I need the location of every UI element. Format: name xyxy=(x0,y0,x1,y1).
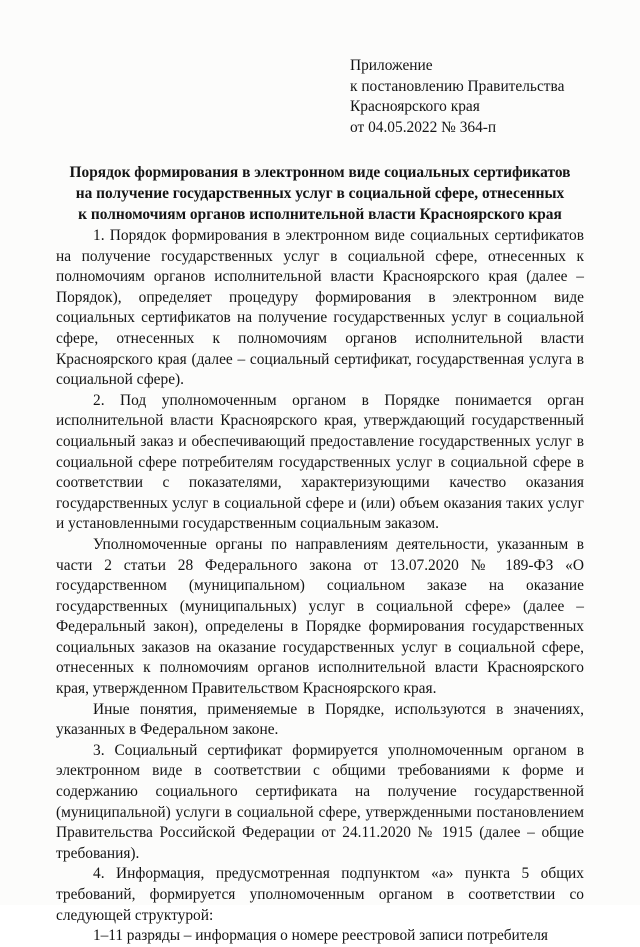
title-line: Порядок формирования в электронном виде социальных сертификатов xyxy=(69,164,571,181)
appendix-line: от 04.05.2022 № 364-п xyxy=(350,118,497,136)
paragraph-5: 3. Социальный сертификат формируется уполномоченным органом в электронном виде в соответствии с общими требованиями к форме и содержанию социального сертификата на получение государственной (муниципальной) услуги в социальной сфере, утвержденными постановлением Правительства Российской Федерации от 24.11.2020 № 1915 (далее – общие требования). xyxy=(56,741,584,862)
appendix-header xyxy=(350,56,610,138)
document-title xyxy=(40,162,600,225)
paragraph-6: 4. Информация, предусмотренная подпунктом «а» пункта 5 общих требований, формируется уполномоченным органом в соответствии со следующей структурой: xyxy=(56,865,584,924)
paragraph-1: 1. Порядок формирования в электронном виде социальных сертификатов на получение государственных услуг в социальной сфере, отнесенных к полномочиям органов исполнительной власти Красноярского края (далее – Порядок), определяет процедуру формирования в электронном виде социальных сертификатов на получение государственных услуг в социальной сфере, отнесенных к полномочиям органов исполнительной власти Красноярского края (далее – социальный сертификат, государственная услуга в социальной сфере). xyxy=(56,227,584,389)
document-body xyxy=(56,226,584,947)
title-line: на получение государственных услуг в социальной сфере, отнесенных xyxy=(75,185,565,202)
appendix-line: к постановлению Правительства xyxy=(350,77,565,95)
appendix-line: Красноярского края xyxy=(350,98,480,115)
paragraph-7: 1–11 разряды – информация о номере реестровой записи потребителя xyxy=(93,927,548,945)
paragraph-4: Иные понятия, применяемые в Порядке, используются в значениях, указанных в Федеральном законе. xyxy=(56,700,584,739)
paragraph-3: Уполномоченные органы по направлениям деятельности, указанным в части 2 статьи 28 Федерального закона от 13.07.2020 № 189-ФЗ «О государственном (муниципальном) социальном заказе на оказание государственных (муниципальных) услуг в социальной сфере» (далее – Федеральный закон), определены в Порядке формирования государственных социальных заказов на оказание государственных услуг в социальной сфере, отнесенных к полномочиям органов исполнительной власти Красноярского края, утвержденном Правительством Красноярского края. xyxy=(56,535,584,698)
paragraph-2: 2. Под уполномоченным органом в Порядке понимается орган исполнительной власти Красноярского края, утверждающий государственный социальный заказ и обеспечивающий предоставление государственных услуг в социальной сфере потребителям государственных услуг в социальной сфере в соответствии с показателями, характеризующими качество оказания государственных услуг в социальной сфере и (или) объем оказания таких услуг и установленными государственным социальным заказом. xyxy=(56,391,584,533)
appendix-line: Приложение xyxy=(350,57,433,74)
title-line: к полномочиям органов исполнительной власти Красноярского края xyxy=(78,206,562,223)
